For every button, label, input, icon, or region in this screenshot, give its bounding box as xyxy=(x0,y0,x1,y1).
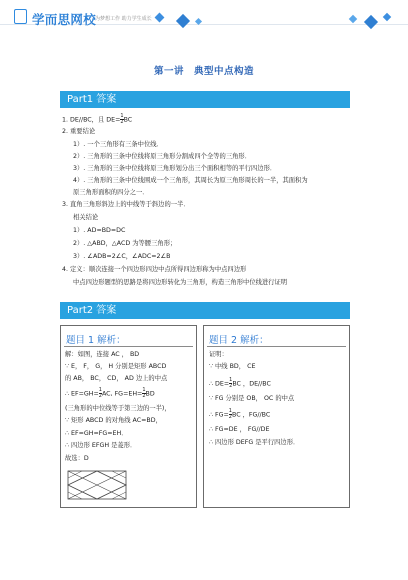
solution-line: ∵ 矩形 ABCD 的对角线 AC=BD， xyxy=(65,417,162,424)
answer-line: 2）. 三角形的三条中位线将原三角形分割成四个全等的三角形． xyxy=(73,153,252,160)
decor-diamond-icon xyxy=(364,15,378,29)
part1-heading: Part1 答案 xyxy=(60,91,350,108)
lecture-title: 第一讲 典型中点构造 xyxy=(153,66,254,77)
solution-line: ∵ E， F， G， H 分别是矩形 ABCD xyxy=(65,363,167,370)
solution-line: 故选：D xyxy=(65,455,89,462)
panel-1-divider xyxy=(64,346,193,347)
decor-diamond-icon xyxy=(383,13,391,21)
proof-line: ∴ FG=DE ， FG//DE xyxy=(209,426,270,433)
proof-line: ∴ DE= $\frac{1}{2}$ BC ，DE//BC xyxy=(209,377,271,389)
panel-1-title: 题目 1 解析： xyxy=(66,335,126,346)
proof-line: 证明： xyxy=(209,351,228,358)
panel-2-divider xyxy=(207,346,346,347)
answer-line: 原三角形面积的四分之一． xyxy=(73,189,149,196)
solution-line: 解：如图，连接 AC ， BD xyxy=(65,351,140,358)
decor-diamond-icon xyxy=(349,15,357,23)
brand-tagline: 为梦想工作 助力学生成长 xyxy=(95,16,152,22)
solution-line: ∴ 四边形 EFGH 是菱形． xyxy=(65,442,137,449)
answer-line: 4. 定义：顺次连接一个四边形四边中点所得四边形称为中点四边形 xyxy=(62,266,247,273)
proof-line: ∵ 中线 BD， CE xyxy=(209,363,256,370)
decor-diamond-icon xyxy=(176,14,190,28)
answer-line: 4）. 三角形的三条中位线围成一个三角形，其周长为原三角形周长的一半，其面积为 xyxy=(73,177,308,184)
answer-line: 3. 直角三角形斜边上的中线等于斜边的一半． xyxy=(62,201,190,208)
rectangle-rhombus-figure xyxy=(66,468,128,502)
proof-line: ∴ 四边形 DEFG 是平行四边形． xyxy=(209,439,300,446)
answer-line: 2）. △ABD，△ACD 为等腰三角形； xyxy=(73,240,177,247)
answer-line: 1. DE//BC，且 DE= $\frac{1}{2}$ BC xyxy=(62,113,133,125)
proof-line: ∵ FG 分别是 OB， OC 的中点 xyxy=(209,395,295,402)
brand-name: 学而思网校 xyxy=(32,12,97,27)
decor-diamond-icon xyxy=(155,13,165,23)
logo-icon xyxy=(14,9,27,24)
solution-line: ∴ EF=GH=FG=EH． xyxy=(65,430,128,437)
solution-line: ∴ EF=GH= $\frac{1}{2}$ AC, FG=EH= $\frac{1}{2}$ BD xyxy=(65,387,155,399)
answer-line: 3）. ∠ADB=2∠C，∠ADC=2∠B xyxy=(73,253,171,260)
answer-line: 相关结论 xyxy=(73,214,99,221)
solution-line: 的 AB， BC， CD， AD 边上的中点 xyxy=(65,375,168,382)
answer-line: 3）. 三角形的三条中位线将原三角形划分出三个面积相等的平行四边形． xyxy=(73,165,277,172)
solution-line: (三角形的中位线等于第三边的一半)， xyxy=(65,405,171,412)
answer-line: 1）. AD=BD=DC xyxy=(73,227,126,234)
proof-line: ∴ FG= $\frac{1}{2}$ BC ，FG//BC xyxy=(209,408,271,420)
panel-2-title: 题目 2 解析： xyxy=(209,335,269,346)
answer-line: 1）. 一个三角形有三条中位线． xyxy=(73,141,163,148)
part2-heading: Part2 答案 xyxy=(60,302,350,319)
answer-line: 2. 重要结论 xyxy=(62,128,96,135)
answer-line: 中点四边形题型的思路是将四边形转化为三角形，构造三角形中位线进行证明 xyxy=(73,279,288,286)
